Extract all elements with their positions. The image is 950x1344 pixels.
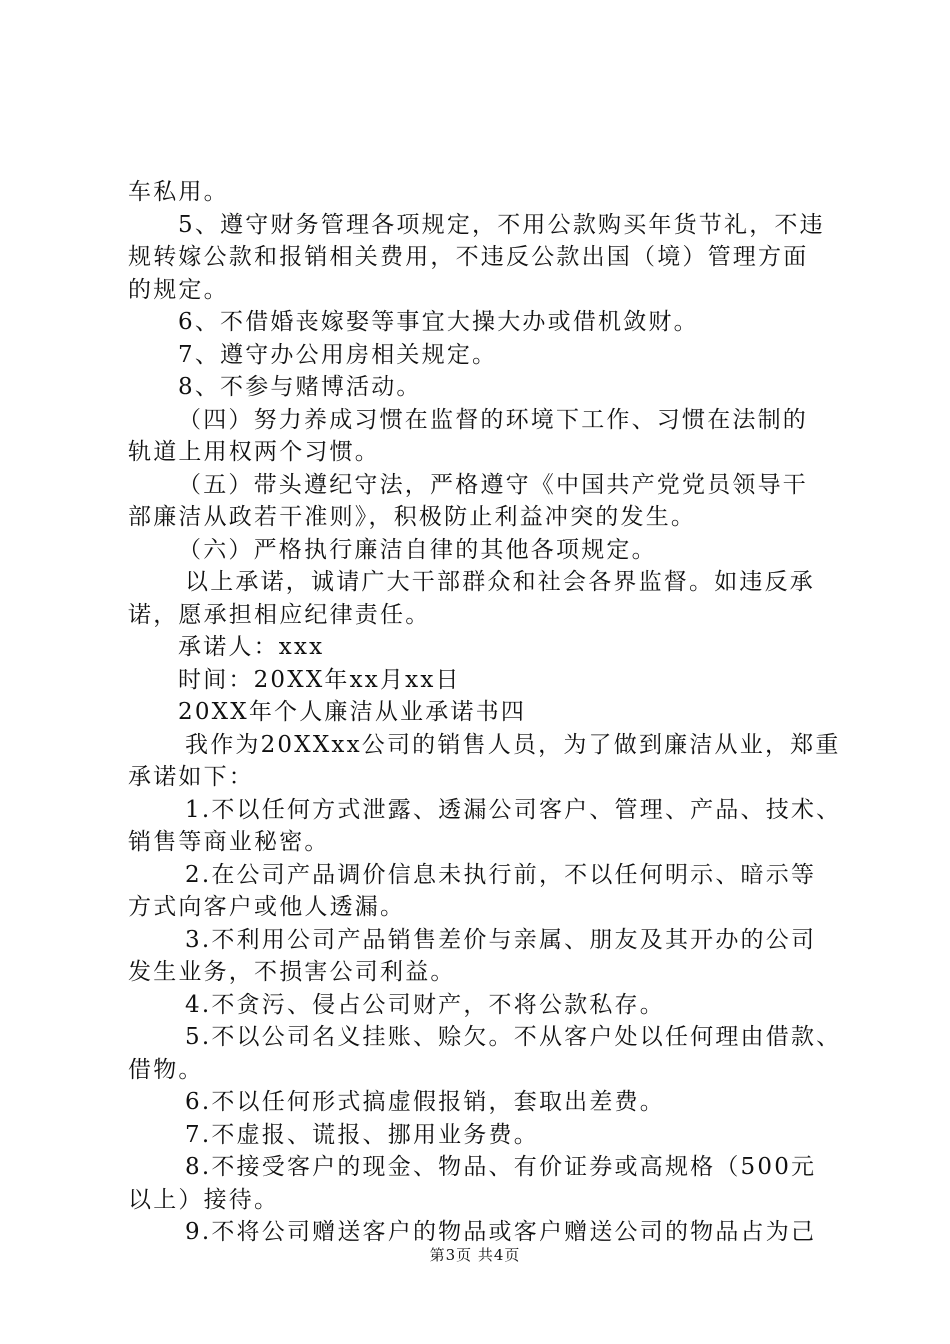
list-item: 1.不以任何方式泄露、透漏公司客户、管理、产品、技术、	[185, 796, 842, 823]
paragraph-line: 借物。	[128, 1056, 204, 1083]
paragraph-line: 我作为20XXxx公司的销售人员，为了做到廉洁从业，郑重	[185, 731, 841, 758]
date-line: 时间：20XX年xx月xx日	[178, 666, 461, 693]
paragraph-line: 发生业务，不损害公司利益。	[128, 959, 456, 985]
list-item: 2.在公司产品调价信息未执行前，不以任何明示、暗示等	[185, 861, 817, 888]
list-item: 5.不以公司名义挂账、赊欠。不从客户处以任何理由借款、	[185, 1024, 842, 1050]
paragraph-line: 以上）接待。	[128, 1186, 280, 1213]
paragraph-line: 方式向客户或他人透漏。	[128, 894, 406, 920]
list-item: 9.不将公司赠送客户的物品或客户赠送公司的物品占为己	[185, 1219, 817, 1245]
paragraph-line: 以上承诺，诚请广大干部群众和社会各界监督。如违反承	[185, 569, 815, 595]
page-footer	[0, 1244, 950, 1265]
paragraph-line: 诺，愿承担相应纪律责任。	[128, 601, 431, 628]
list-item: 7.不虚报、谎报、挪用业务费。	[185, 1121, 539, 1148]
paragraph-line: 销售等商业秘密。	[128, 829, 330, 855]
paragraph-line: （六）严格执行廉洁自律的其他各项规定。	[178, 536, 657, 563]
list-item: 3.不利用公司产品销售差价与亲属、朋友及其开办的公司	[185, 926, 817, 953]
paragraph-line: 部廉洁从政若干准则》，积极防止利益冲突的发生。	[128, 504, 697, 530]
paragraph-line: 7、遵守办公用房相关规定。	[178, 341, 498, 368]
paragraph-line: 5、遵守财务管理各项规定，不用公款购买年货节礼，不违	[178, 211, 825, 238]
list-item: 8.不接受客户的现金、物品、有价证券或高规格（500元	[185, 1154, 817, 1180]
section-title: 20XX年个人廉洁从业承诺书四	[178, 699, 527, 725]
paragraph-line: （五）带头遵纪守法，严格遵守《中国共产党党员领导干	[178, 471, 808, 498]
paragraph-line: 承诺如下：	[128, 764, 254, 790]
paragraph-line: 6、不借婚丧嫁娶等事宜大操大办或借机敛财。	[178, 309, 699, 335]
paragraph-line: （四）努力养成习惯在监督的环境下工作、习惯在法制的	[178, 406, 808, 433]
paragraph-line: 8、不参与赌博活动。	[178, 374, 422, 400]
paragraph-line: 的规定。	[128, 276, 229, 303]
paragraph-line: 车私用。	[128, 179, 229, 205]
page-number: 第3页 共4页	[429, 1246, 521, 1264]
paragraph-line: 轨道上用权两个习惯。	[128, 439, 380, 465]
list-item: 6.不以任何形式搞虚假报销，套取出差费。	[185, 1089, 665, 1115]
signatory-line: 承诺人：xxx	[178, 634, 325, 660]
paragraph-line: 规转嫁公款和报销相关费用，不违反公款出国（境）管理方面	[128, 244, 809, 270]
list-item: 4.不贪污、侵占公司财产，不将公款私存。	[185, 991, 665, 1018]
document-body	[128, 176, 842, 1249]
